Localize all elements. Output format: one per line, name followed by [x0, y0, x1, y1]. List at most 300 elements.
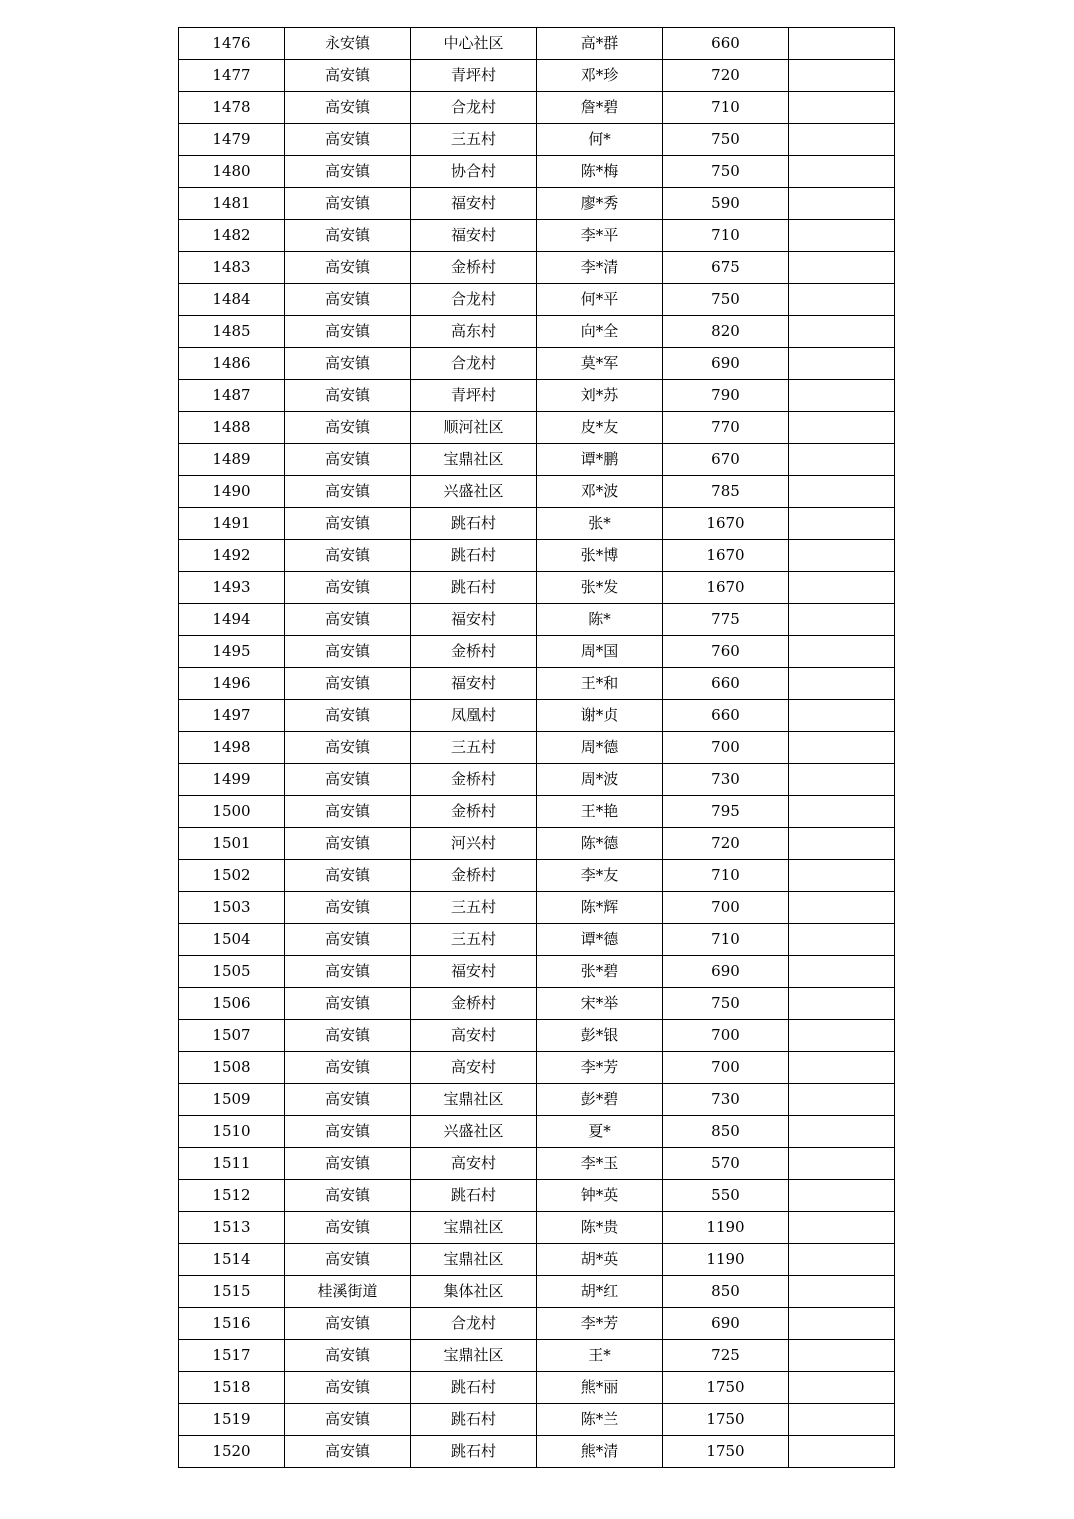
village-cell: 兴盛社区: [411, 1116, 537, 1148]
amount-cell: 1750: [663, 1372, 789, 1404]
village-cell: 凤凰村: [411, 700, 537, 732]
amount-cell: 730: [663, 1084, 789, 1116]
note-cell: [789, 220, 895, 252]
town-cell: 高安镇: [285, 476, 411, 508]
town-cell: 高安镇: [285, 316, 411, 348]
amount-cell: 1670: [663, 572, 789, 604]
table-row: [179, 540, 895, 572]
village-cell: 高安村: [411, 1052, 537, 1084]
amount-cell: 775: [663, 604, 789, 636]
table-row: [179, 796, 895, 828]
serial-number-cell: 1479: [179, 124, 285, 156]
town-cell: 高安镇: [285, 1212, 411, 1244]
town-cell: 高安镇: [285, 1020, 411, 1052]
table-row: [179, 1212, 895, 1244]
name-cell: 陈*德: [537, 828, 663, 860]
note-cell: [789, 92, 895, 124]
note-cell: [789, 316, 895, 348]
table-row: [179, 316, 895, 348]
name-cell: 熊*丽: [537, 1372, 663, 1404]
town-cell: 高安镇: [285, 796, 411, 828]
records-table-container: [178, 27, 895, 1468]
note-cell: [789, 156, 895, 188]
town-cell: 高安镇: [285, 1372, 411, 1404]
serial-number-cell: 1484: [179, 284, 285, 316]
note-cell: [789, 1148, 895, 1180]
name-cell: 胡*英: [537, 1244, 663, 1276]
town-cell: 高安镇: [285, 156, 411, 188]
table-row: [179, 252, 895, 284]
amount-cell: 720: [663, 60, 789, 92]
table-row: [179, 444, 895, 476]
village-cell: 中心社区: [411, 28, 537, 60]
table-row: [179, 1020, 895, 1052]
name-cell: 张*发: [537, 572, 663, 604]
name-cell: 李*平: [537, 220, 663, 252]
table-row: [179, 60, 895, 92]
table-row: [179, 1436, 895, 1468]
name-cell: 向*全: [537, 316, 663, 348]
amount-cell: 850: [663, 1116, 789, 1148]
note-cell: [789, 732, 895, 764]
note-cell: [789, 764, 895, 796]
table-row: [179, 1308, 895, 1340]
serial-number-cell: 1487: [179, 380, 285, 412]
name-cell: 何*平: [537, 284, 663, 316]
serial-number-cell: 1518: [179, 1372, 285, 1404]
note-cell: [789, 284, 895, 316]
serial-number-cell: 1493: [179, 572, 285, 604]
note-cell: [789, 1308, 895, 1340]
note-cell: [789, 476, 895, 508]
serial-number-cell: 1500: [179, 796, 285, 828]
name-cell: 邓*珍: [537, 60, 663, 92]
name-cell: 陈*梅: [537, 156, 663, 188]
village-cell: 金桥村: [411, 764, 537, 796]
table-row: [179, 988, 895, 1020]
name-cell: 张*: [537, 508, 663, 540]
town-cell: 高安镇: [285, 988, 411, 1020]
serial-number-cell: 1506: [179, 988, 285, 1020]
note-cell: [789, 700, 895, 732]
table-row: [179, 604, 895, 636]
amount-cell: 1750: [663, 1436, 789, 1468]
village-cell: 福安村: [411, 188, 537, 220]
serial-number-cell: 1501: [179, 828, 285, 860]
town-cell: 高安镇: [285, 380, 411, 412]
amount-cell: 670: [663, 444, 789, 476]
name-cell: 廖*秀: [537, 188, 663, 220]
town-cell: 高安镇: [285, 508, 411, 540]
name-cell: 彭*银: [537, 1020, 663, 1052]
village-cell: 合龙村: [411, 92, 537, 124]
village-cell: 青坪村: [411, 60, 537, 92]
name-cell: 李*清: [537, 252, 663, 284]
village-cell: 跳石村: [411, 1180, 537, 1212]
village-cell: 顺河社区: [411, 412, 537, 444]
note-cell: [789, 668, 895, 700]
table-row: [179, 860, 895, 892]
serial-number-cell: 1503: [179, 892, 285, 924]
serial-number-cell: 1490: [179, 476, 285, 508]
serial-number-cell: 1488: [179, 412, 285, 444]
serial-number-cell: 1509: [179, 1084, 285, 1116]
name-cell: 李*芳: [537, 1052, 663, 1084]
table-row: [179, 764, 895, 796]
town-cell: 高安镇: [285, 92, 411, 124]
serial-number-cell: 1495: [179, 636, 285, 668]
name-cell: 王*艳: [537, 796, 663, 828]
note-cell: [789, 956, 895, 988]
town-cell: 高安镇: [285, 1436, 411, 1468]
serial-number-cell: 1489: [179, 444, 285, 476]
table-row: [179, 284, 895, 316]
note-cell: [789, 124, 895, 156]
serial-number-cell: 1480: [179, 156, 285, 188]
amount-cell: 710: [663, 924, 789, 956]
note-cell: [789, 28, 895, 60]
town-cell: 高安镇: [285, 348, 411, 380]
table-row: [179, 732, 895, 764]
town-cell: 高安镇: [285, 220, 411, 252]
amount-cell: 690: [663, 348, 789, 380]
serial-number-cell: 1494: [179, 604, 285, 636]
village-cell: 金桥村: [411, 796, 537, 828]
village-cell: 高东村: [411, 316, 537, 348]
amount-cell: 550: [663, 1180, 789, 1212]
name-cell: 李*友: [537, 860, 663, 892]
amount-cell: 700: [663, 732, 789, 764]
amount-cell: 750: [663, 284, 789, 316]
village-cell: 福安村: [411, 220, 537, 252]
serial-number-cell: 1482: [179, 220, 285, 252]
note-cell: [789, 988, 895, 1020]
note-cell: [789, 348, 895, 380]
note-cell: [789, 892, 895, 924]
name-cell: 莫*军: [537, 348, 663, 380]
table-row: [179, 1276, 895, 1308]
amount-cell: 660: [663, 700, 789, 732]
amount-cell: 690: [663, 956, 789, 988]
serial-number-cell: 1512: [179, 1180, 285, 1212]
village-cell: 宝鼎社区: [411, 1084, 537, 1116]
serial-number-cell: 1510: [179, 1116, 285, 1148]
amount-cell: 1190: [663, 1212, 789, 1244]
village-cell: 金桥村: [411, 636, 537, 668]
table-row: [179, 124, 895, 156]
amount-cell: 710: [663, 220, 789, 252]
table-row: [179, 1148, 895, 1180]
name-cell: 夏*: [537, 1116, 663, 1148]
table-row: [179, 188, 895, 220]
amount-cell: 660: [663, 28, 789, 60]
serial-number-cell: 1514: [179, 1244, 285, 1276]
town-cell: 高安镇: [285, 124, 411, 156]
village-cell: 合龙村: [411, 284, 537, 316]
table-row: [179, 220, 895, 252]
serial-number-cell: 1513: [179, 1212, 285, 1244]
note-cell: [789, 1180, 895, 1212]
serial-number-cell: 1476: [179, 28, 285, 60]
town-cell: 高安镇: [285, 764, 411, 796]
serial-number-cell: 1511: [179, 1148, 285, 1180]
amount-cell: 790: [663, 380, 789, 412]
table-row: [179, 828, 895, 860]
name-cell: 李*芳: [537, 1308, 663, 1340]
village-cell: 高安村: [411, 1148, 537, 1180]
town-cell: 高安镇: [285, 700, 411, 732]
amount-cell: 750: [663, 156, 789, 188]
village-cell: 合龙村: [411, 1308, 537, 1340]
name-cell: 张*博: [537, 540, 663, 572]
town-cell: 高安镇: [285, 60, 411, 92]
serial-number-cell: 1485: [179, 316, 285, 348]
name-cell: 谢*贞: [537, 700, 663, 732]
town-cell: 高安镇: [285, 1148, 411, 1180]
town-cell: 高安镇: [285, 1244, 411, 1276]
name-cell: 陈*辉: [537, 892, 663, 924]
note-cell: [789, 1212, 895, 1244]
serial-number-cell: 1481: [179, 188, 285, 220]
serial-number-cell: 1502: [179, 860, 285, 892]
note-cell: [789, 828, 895, 860]
name-cell: 皮*友: [537, 412, 663, 444]
name-cell: 王*: [537, 1340, 663, 1372]
village-cell: 宝鼎社区: [411, 1212, 537, 1244]
table-row: [179, 1116, 895, 1148]
table-row: [179, 1180, 895, 1212]
note-cell: [789, 796, 895, 828]
amount-cell: 570: [663, 1148, 789, 1180]
town-cell: 高安镇: [285, 828, 411, 860]
amount-cell: 730: [663, 764, 789, 796]
serial-number-cell: 1519: [179, 1404, 285, 1436]
note-cell: [789, 604, 895, 636]
village-cell: 跳石村: [411, 540, 537, 572]
table-row: [179, 1084, 895, 1116]
serial-number-cell: 1477: [179, 60, 285, 92]
town-cell: 高安镇: [285, 252, 411, 284]
town-cell: 高安镇: [285, 892, 411, 924]
town-cell: 高安镇: [285, 1180, 411, 1212]
table-body: [179, 28, 895, 1468]
name-cell: 王*和: [537, 668, 663, 700]
amount-cell: 700: [663, 1052, 789, 1084]
village-cell: 高安村: [411, 1020, 537, 1052]
amount-cell: 785: [663, 476, 789, 508]
serial-number-cell: 1508: [179, 1052, 285, 1084]
table-row: [179, 92, 895, 124]
table-row: [179, 412, 895, 444]
amount-cell: 690: [663, 1308, 789, 1340]
town-cell: 高安镇: [285, 860, 411, 892]
table-row: [179, 1052, 895, 1084]
village-cell: 跳石村: [411, 572, 537, 604]
note-cell: [789, 636, 895, 668]
town-cell: 高安镇: [285, 540, 411, 572]
village-cell: 金桥村: [411, 252, 537, 284]
table-row: [179, 924, 895, 956]
note-cell: [789, 1436, 895, 1468]
town-cell: 高安镇: [285, 924, 411, 956]
town-cell: 高安镇: [285, 1052, 411, 1084]
village-cell: 宝鼎社区: [411, 444, 537, 476]
village-cell: 福安村: [411, 668, 537, 700]
name-cell: 周*国: [537, 636, 663, 668]
table-row: [179, 636, 895, 668]
town-cell: 高安镇: [285, 604, 411, 636]
records-table: [178, 27, 895, 1468]
village-cell: 合龙村: [411, 348, 537, 380]
village-cell: 福安村: [411, 956, 537, 988]
table-row: [179, 892, 895, 924]
note-cell: [789, 1116, 895, 1148]
name-cell: 李*玉: [537, 1148, 663, 1180]
table-row: [179, 668, 895, 700]
amount-cell: 725: [663, 1340, 789, 1372]
serial-number-cell: 1498: [179, 732, 285, 764]
name-cell: 高*群: [537, 28, 663, 60]
village-cell: 跳石村: [411, 1436, 537, 1468]
town-cell: 高安镇: [285, 956, 411, 988]
amount-cell: 700: [663, 892, 789, 924]
town-cell: 高安镇: [285, 444, 411, 476]
town-cell: 高安镇: [285, 1084, 411, 1116]
town-cell: 高安镇: [285, 1404, 411, 1436]
serial-number-cell: 1516: [179, 1308, 285, 1340]
amount-cell: 1190: [663, 1244, 789, 1276]
table-row: [179, 380, 895, 412]
village-cell: 集体社区: [411, 1276, 537, 1308]
name-cell: 何*: [537, 124, 663, 156]
village-cell: 河兴村: [411, 828, 537, 860]
name-cell: 钟*英: [537, 1180, 663, 1212]
table-row: [179, 348, 895, 380]
amount-cell: 700: [663, 1020, 789, 1052]
amount-cell: 760: [663, 636, 789, 668]
note-cell: [789, 860, 895, 892]
name-cell: 彭*碧: [537, 1084, 663, 1116]
serial-number-cell: 1492: [179, 540, 285, 572]
amount-cell: 750: [663, 124, 789, 156]
amount-cell: 1670: [663, 540, 789, 572]
amount-cell: 1750: [663, 1404, 789, 1436]
note-cell: [789, 1404, 895, 1436]
town-cell: 高安镇: [285, 636, 411, 668]
village-cell: 跳石村: [411, 1372, 537, 1404]
serial-number-cell: 1507: [179, 1020, 285, 1052]
table-row: [179, 28, 895, 60]
serial-number-cell: 1504: [179, 924, 285, 956]
town-cell: 高安镇: [285, 1308, 411, 1340]
name-cell: 周*波: [537, 764, 663, 796]
amount-cell: 660: [663, 668, 789, 700]
serial-number-cell: 1486: [179, 348, 285, 380]
amount-cell: 720: [663, 828, 789, 860]
town-cell: 高安镇: [285, 188, 411, 220]
name-cell: 宋*举: [537, 988, 663, 1020]
table-row: [179, 956, 895, 988]
town-cell: 高安镇: [285, 732, 411, 764]
name-cell: 周*德: [537, 732, 663, 764]
village-cell: 兴盛社区: [411, 476, 537, 508]
serial-number-cell: 1483: [179, 252, 285, 284]
table-row: [179, 476, 895, 508]
village-cell: 协合村: [411, 156, 537, 188]
amount-cell: 675: [663, 252, 789, 284]
table-row: [179, 572, 895, 604]
town-cell: 高安镇: [285, 572, 411, 604]
note-cell: [789, 1276, 895, 1308]
table-row: [179, 508, 895, 540]
note-cell: [789, 508, 895, 540]
town-cell: 高安镇: [285, 284, 411, 316]
serial-number-cell: 1478: [179, 92, 285, 124]
amount-cell: 710: [663, 860, 789, 892]
name-cell: 邓*波: [537, 476, 663, 508]
table-row: [179, 1340, 895, 1372]
note-cell: [789, 444, 895, 476]
name-cell: 陈*: [537, 604, 663, 636]
note-cell: [789, 924, 895, 956]
note-cell: [789, 1052, 895, 1084]
table-row: [179, 1404, 895, 1436]
serial-number-cell: 1491: [179, 508, 285, 540]
name-cell: 陈*贵: [537, 1212, 663, 1244]
name-cell: 张*碧: [537, 956, 663, 988]
amount-cell: 770: [663, 412, 789, 444]
note-cell: [789, 1340, 895, 1372]
note-cell: [789, 1084, 895, 1116]
village-cell: 青坪村: [411, 380, 537, 412]
town-cell: 高安镇: [285, 412, 411, 444]
serial-number-cell: 1517: [179, 1340, 285, 1372]
table-row: [179, 1244, 895, 1276]
note-cell: [789, 412, 895, 444]
serial-number-cell: 1499: [179, 764, 285, 796]
note-cell: [789, 380, 895, 412]
town-cell: 永安镇: [285, 28, 411, 60]
village-cell: 三五村: [411, 732, 537, 764]
name-cell: 谭*德: [537, 924, 663, 956]
name-cell: 谭*鹏: [537, 444, 663, 476]
amount-cell: 710: [663, 92, 789, 124]
village-cell: 三五村: [411, 124, 537, 156]
amount-cell: 850: [663, 1276, 789, 1308]
note-cell: [789, 1020, 895, 1052]
serial-number-cell: 1497: [179, 700, 285, 732]
village-cell: 三五村: [411, 892, 537, 924]
note-cell: [789, 1244, 895, 1276]
note-cell: [789, 60, 895, 92]
village-cell: 跳石村: [411, 1404, 537, 1436]
village-cell: 三五村: [411, 924, 537, 956]
village-cell: 宝鼎社区: [411, 1340, 537, 1372]
table-row: [179, 1372, 895, 1404]
village-cell: 金桥村: [411, 988, 537, 1020]
town-cell: 高安镇: [285, 668, 411, 700]
serial-number-cell: 1496: [179, 668, 285, 700]
village-cell: 金桥村: [411, 860, 537, 892]
serial-number-cell: 1515: [179, 1276, 285, 1308]
serial-number-cell: 1505: [179, 956, 285, 988]
note-cell: [789, 540, 895, 572]
town-cell: 高安镇: [285, 1340, 411, 1372]
amount-cell: 1670: [663, 508, 789, 540]
village-cell: 福安村: [411, 604, 537, 636]
amount-cell: 590: [663, 188, 789, 220]
village-cell: 跳石村: [411, 508, 537, 540]
